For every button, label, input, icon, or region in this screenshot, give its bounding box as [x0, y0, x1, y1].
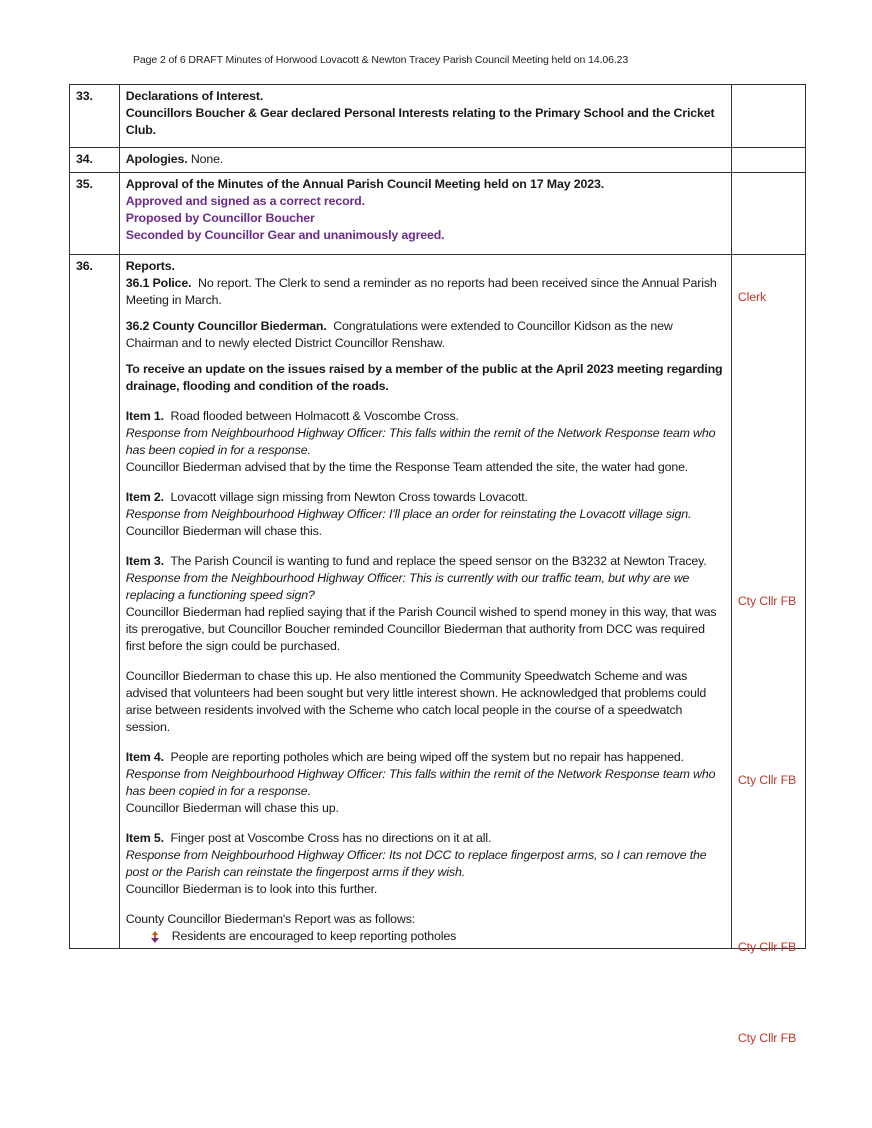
proposer-line: Proposed by Councillor Boucher — [125, 211, 315, 225]
item-note: Councillor Biederman is to look into this further. — [125, 882, 378, 896]
item-note: Councillor Biederman will chase this up. — [125, 801, 339, 815]
item-heading: Item 5. — [125, 831, 164, 845]
police-report — [126, 275, 725, 309]
action-cty-cllr-fb: Cty Cllr FB — [737, 594, 797, 608]
section-text: Congratulations were extended to Councillor Kidson as the new Chairman and to newly elected District Councillor Renshaw. — [125, 319, 673, 350]
report-bullet — [126, 928, 725, 945]
minute-row-34 — [70, 148, 806, 173]
item-text: Councillors Boucher & Gear declared Personal Interests relating to the Primary School and the Cricket Club. — [125, 106, 715, 137]
report-intro: County Councillor Biederman's Report was as follows: — [125, 912, 416, 926]
item-heading: Item 4. — [125, 750, 164, 764]
item-title: Approval of the Minutes of the Annual Parish Council Meeting held on 17 May 2023. — [125, 177, 605, 191]
item-note: Councillor Biederman had replied saying that if the Parish Council wished to spend money in this way, that was its prerogative, but Councillor Boucher reminded Councillor Biederman that authority from DCC was required first before the sign could be purchased. — [125, 605, 717, 653]
item-description: Road flooded between Holmacott & Voscombe Cross. — [170, 409, 459, 423]
action-cty-cllr-fb: Cty Cllr FB — [737, 940, 797, 954]
section-heading: 36.2 County Councillor Biederman. — [125, 319, 327, 333]
officer-response: Response from Neighbourhood Highway Officer: This falls within the remit of the Network Response team who has been copied in for a response. — [125, 426, 716, 457]
arrow-bullet-icon — [148, 930, 162, 944]
action-cell — [731, 255, 805, 1045]
action-cty-cllr-fb: Cty Cllr FB — [737, 1031, 797, 1045]
minute-row-36 — [70, 255, 806, 949]
item-1 — [126, 408, 725, 476]
item-note-more: Councillor Biederman to chase this up. He also mentioned the Community Speedwatch Scheme and was advised that volunteers had been sought but very little interest shown. He acknowledged that problems could arise between residents involved with the Scheme who catch local people in the course of a speedwatch session. — [125, 669, 707, 734]
seconder-line: Seconded by Councillor Gear and unanimously agreed. — [125, 228, 445, 242]
action-cell — [731, 148, 805, 173]
section-text: No report. The Clerk to send a reminder as no reports had been received since the Annual Parish Meeting in March. — [125, 276, 717, 307]
item-body — [119, 148, 731, 173]
officer-response: Response from Neighbourhood Highway Officer: Its not DCC to replace fingerpost arms, so I can remove the post or the Parish can reinstate the fingerpost arms if they wish. — [125, 848, 707, 879]
section-heading: 36.1 Police. — [125, 276, 192, 290]
officer-response: Response from the Neighbourhood Highway Officer: This is currently with our traffic team, but why are we replacing a functioning speed sign? — [125, 571, 690, 602]
item-number: 36. — [70, 255, 120, 949]
item-body — [119, 173, 731, 255]
page-header: Page 2 of 6 DRAFT Minutes of Horwood Lovacott & Newton Tracey Parish Council Meeting held on 14.06.23 — [133, 54, 629, 66]
item-description: Finger post at Voscombe Cross has no directions on it at all. — [170, 831, 492, 845]
item-note: Councillor Biederman advised that by the time the Response Team attended the site, the water had gone. — [125, 460, 689, 474]
action-cty-cllr-fb: Cty Cllr FB — [737, 773, 797, 787]
action-cell — [731, 85, 805, 148]
item-title: Reports. — [125, 259, 175, 273]
item-4 — [126, 749, 725, 817]
item-description: The Parish Council is wanting to fund and replace the speed sensor on the B3232 at Newton Tracey. — [170, 554, 707, 568]
item-number: 33. — [70, 85, 120, 148]
update-heading: To receive an update on the issues raised by a member of the public at the April 2023 meeting regarding drainage, flooding and condition of the roads. — [125, 362, 723, 393]
item-heading: Item 2. — [125, 490, 164, 504]
item-title: Apologies. — [125, 152, 188, 166]
minute-row-35 — [70, 173, 806, 255]
item-description: Lovacott village sign missing from Newton Cross towards Lovacott. — [170, 490, 528, 504]
bullet-text: Residents are encouraged to keep reporting potholes — [171, 929, 457, 943]
item-heading: Item 3. — [125, 554, 164, 568]
item-number: 34. — [70, 148, 120, 173]
item-body — [119, 255, 731, 949]
item-title: Declarations of Interest. — [125, 89, 264, 103]
item-body — [119, 85, 731, 148]
item-note: Councillor Biederman will chase this. — [125, 524, 322, 538]
item-heading: Item 1. — [125, 409, 164, 423]
action-clerk: Clerk — [737, 290, 767, 304]
minute-row-33 — [70, 85, 806, 148]
item-number: 35. — [70, 173, 120, 255]
item-3 — [126, 553, 725, 736]
item-2 — [126, 489, 725, 540]
action-cell — [731, 173, 805, 255]
resolution-line: Approved and signed as a correct record. — [125, 194, 365, 208]
officer-response: Response from Neighbourhood Highway Officer: This falls within the remit of the Network Response team who has been copied in for a response. — [125, 767, 716, 798]
minutes-table — [69, 84, 806, 1045]
item-text: None. — [190, 152, 224, 166]
officer-response: Response from Neighbourhood Highway Officer: I'll place an order for reinstating the Lovacott village sign. — [125, 507, 692, 521]
county-councillor-report — [126, 318, 725, 352]
item-5 — [126, 830, 725, 898]
item-description: People are reporting potholes which are being wiped off the system but no repair has happened. — [170, 750, 684, 764]
